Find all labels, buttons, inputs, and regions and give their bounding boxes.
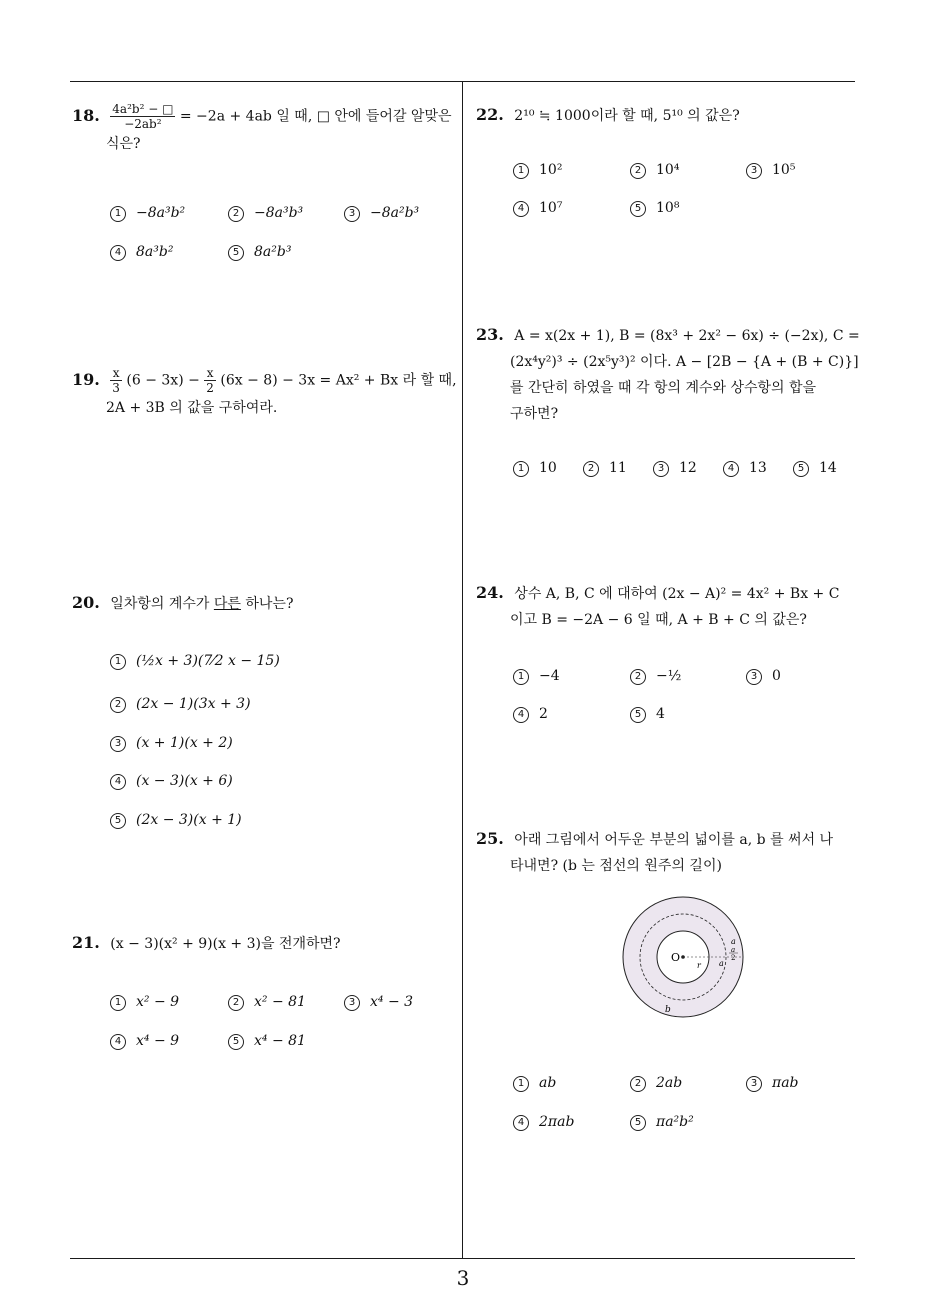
option-text: −8a²b³ (370, 205, 420, 221)
question-stem: (6 − 3x) − (126, 372, 200, 389)
half-label: 2 (731, 954, 736, 962)
option-4[interactable]: 4 (x − 3)(x + 6) (110, 773, 233, 790)
b-label: b (665, 1005, 671, 1015)
page-number: 3 (456, 1266, 470, 1290)
option-2[interactable]: 2 (2x − 1)(3x + 3) (110, 696, 251, 713)
option-text: x² − 9 (136, 994, 180, 1010)
option-text: 0 (772, 668, 781, 684)
option-2[interactable]: 2 11 (583, 460, 627, 477)
fraction-numerator: x (110, 366, 122, 381)
option-text: 12 (679, 460, 697, 476)
a-half-label: a (731, 946, 736, 954)
option-1[interactable]: 1 ab (513, 1075, 556, 1092)
question-stem-line2: 2A + 3B 의 값을 구하여라. (106, 400, 278, 416)
option-text: 10 (539, 460, 557, 476)
question-stem-line4: 구하면? (510, 406, 559, 422)
option-1[interactable]: 1 x² − 9 (110, 994, 179, 1011)
option-text: −4 (539, 668, 560, 684)
question-number: 18. (72, 105, 100, 125)
option-4[interactable]: 4 13 (723, 460, 767, 477)
question-20 (72, 590, 457, 617)
option-text: x⁴ − 81 (254, 1033, 306, 1049)
option-text: 8a²b³ (254, 244, 292, 260)
center-label: O (671, 951, 681, 964)
option-1[interactable]: 1 −4 (513, 668, 560, 685)
question-stem-cont: (6x − 8) − 3x = Ax² + Bx 라 할 때, (220, 372, 457, 389)
question-stem-end: 하나는? (240, 596, 294, 612)
option-5[interactable]: 5 14 (793, 460, 837, 477)
option-text: 10⁴ (656, 162, 680, 178)
question-number: 25. (476, 829, 504, 848)
option-3[interactable]: 3 (x + 1)(x + 2) (110, 735, 233, 752)
option-text: πa²b² (656, 1114, 694, 1130)
option-text: πab (772, 1075, 799, 1091)
option-text: 4 (656, 706, 665, 722)
option-1[interactable]: 1 10 (513, 460, 557, 477)
option-text: (½x + 3)(7⁄2 x − 15) (136, 653, 280, 669)
question-number: 22. (476, 105, 504, 124)
option-text: 10² (539, 162, 563, 178)
option-3[interactable]: 3 πab (746, 1075, 799, 1092)
option-2[interactable]: 2 −8a³b³ (228, 205, 303, 222)
option-text: 10⁷ (539, 200, 563, 216)
option-text: ab (539, 1075, 557, 1091)
option-4[interactable]: 4 10⁷ (513, 200, 562, 217)
bottom-rule (70, 1258, 855, 1259)
question-stem-line2: 이고 B = −2A − 6 일 때, A + B + C 의 값은? (510, 612, 807, 628)
question-25 (476, 826, 861, 879)
option-text: (2x − 3)(x + 1) (136, 812, 242, 828)
option-text: 2πab (539, 1114, 575, 1130)
option-text: 11 (609, 460, 627, 476)
option-text: 10⁵ (772, 162, 796, 178)
fraction-denominator: 3 (112, 381, 120, 395)
question-stem: 아래 그림에서 어두운 부분의 넓이를 a, b 를 써서 나 (514, 832, 834, 848)
annulus-figure (618, 892, 748, 1022)
option-3[interactable]: 3 x⁴ − 3 (344, 994, 413, 1011)
question-stem-line3: 를 간단히 하였을 때 각 항의 계수와 상수항의 합을 (510, 380, 817, 396)
option-4[interactable]: 4 x⁴ − 9 (110, 1033, 179, 1050)
question-23 (476, 322, 861, 427)
question-22 (476, 102, 861, 129)
option-3[interactable]: 3 10⁵ (746, 162, 795, 179)
fraction-denominator: −2ab² (124, 117, 162, 131)
question-number: 19. (72, 369, 100, 389)
question-number: 20. (72, 593, 100, 612)
option-text: 13 (749, 460, 767, 476)
question-number: 21. (72, 933, 100, 952)
option-1[interactable]: 1 (½x + 3)(7⁄2 x − 15) (110, 653, 280, 670)
fraction (110, 102, 175, 131)
a-inner-label: a (719, 959, 724, 968)
question-stem: 상수 A, B, C 에 대하여 (2x − A)² = 4x² + Bx + C (514, 586, 840, 602)
fraction-numerator: x (204, 366, 216, 381)
question-24 (476, 580, 861, 633)
question-19 (72, 366, 457, 421)
option-text: (x − 3)(x + 6) (136, 773, 233, 789)
option-text: −8a³b³ (254, 205, 304, 221)
question-number: 24. (476, 583, 504, 602)
option-text: 10⁸ (656, 200, 680, 216)
option-2[interactable]: 2 x² − 81 (228, 994, 306, 1011)
option-4[interactable]: 4 2πab (513, 1114, 574, 1131)
option-1[interactable]: 1 −8a³b² (110, 205, 185, 222)
fraction-denominator: 2 (206, 381, 214, 395)
option-text: −8a³b² (136, 205, 186, 221)
option-text: x² − 81 (254, 994, 306, 1010)
option-5[interactable]: 5 8a²b³ (228, 244, 291, 261)
option-2[interactable]: 2 −½ (630, 668, 681, 685)
question-stem: A = x(2x + 1), B = (8x³ + 2x² − 6x) ÷ (−2x), C = (514, 328, 860, 344)
option-3[interactable]: 3 0 (746, 668, 781, 685)
fraction (204, 366, 216, 395)
option-text: 2 (539, 706, 548, 722)
option-text: 14 (819, 460, 837, 476)
r-label: r (697, 961, 701, 970)
option-2[interactable]: 2 2ab (630, 1075, 682, 1092)
option-text: 8a³b² (136, 244, 174, 260)
question-stem: 일차항의 계수가 (110, 596, 214, 612)
option-text: x⁴ − 3 (370, 994, 414, 1010)
question-18 (72, 102, 457, 157)
question-number: 23. (476, 325, 504, 344)
option-3[interactable]: 3 −8a²b³ (344, 205, 419, 222)
fraction (110, 366, 122, 395)
option-text: x⁴ − 9 (136, 1033, 180, 1049)
option-text: (x + 1)(x + 2) (136, 735, 233, 751)
option-4[interactable]: 4 2 (513, 706, 548, 723)
fraction-numerator: 4a²b² − □ (112, 102, 174, 116)
option-5[interactable]: 5 4 (630, 706, 665, 723)
column-divider (462, 81, 463, 1259)
option-text: −½ (656, 668, 682, 684)
option-4[interactable]: 4 8a³b² (110, 244, 173, 261)
question-stem-line2: 식은? (106, 136, 141, 152)
option-5[interactable]: 5 x⁴ − 81 (228, 1033, 306, 1050)
question-stem-line2: (2x⁴y²)³ ÷ (2x⁵y³)² 이다. A − [2B − {A + (B + C)}] (510, 354, 859, 370)
option-5[interactable]: 5 (2x − 3)(x + 1) (110, 812, 242, 829)
question-21 (72, 930, 457, 957)
option-2[interactable]: 2 10⁴ (630, 162, 679, 179)
question-stem: (x − 3)(x² + 9)(x + 3)을 전개하면? (110, 936, 341, 952)
question-stem-underlined: 다른 (213, 596, 241, 612)
question-stem: 2¹⁰ ≒ 1000이라 할 때, 5¹⁰ 의 값은? (514, 108, 740, 124)
option-5[interactable]: 5 10⁸ (630, 200, 679, 217)
option-text: (2x − 1)(3x + 3) (136, 696, 251, 712)
a-outer-label: a (731, 937, 736, 946)
option-3[interactable]: 3 12 (653, 460, 697, 477)
option-text: 2ab (656, 1075, 683, 1091)
question-stem-line2: 타내면? (b 는 점선의 원주의 길이) (510, 858, 722, 874)
option-1[interactable]: 1 10² (513, 162, 562, 179)
option-5[interactable]: 5 πa²b² (630, 1114, 694, 1131)
question-stem: = −2a + 4ab 일 때, □ 안에 들어갈 알맞은 (179, 108, 452, 125)
